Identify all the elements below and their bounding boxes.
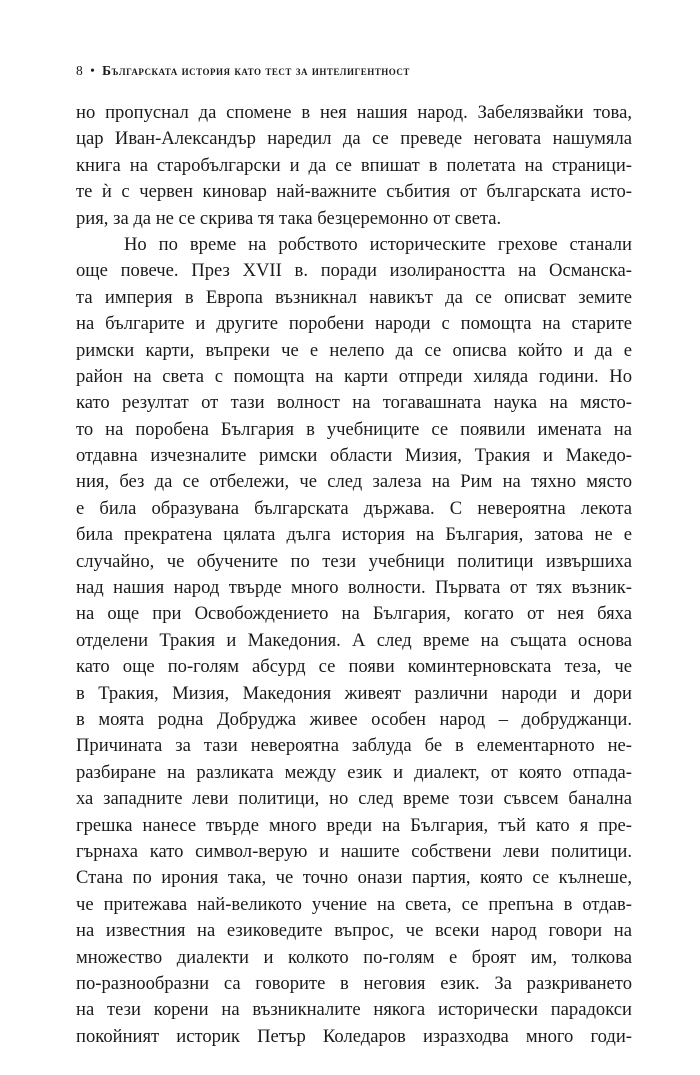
text-line: книга на старобългарски и да се впишат в полетата на страници- — [76, 154, 632, 176]
text-line: грешка нанесе твърде много вреди на България, тъй като я пре- — [76, 814, 632, 836]
text-line: покойният историк Петър Коледаров изразходва много годи- — [76, 1025, 632, 1047]
text-line: по-разнообразни са говорите в неговия език. За разкриването — [76, 972, 632, 994]
text-line: но пропуснал да спомене в нея нашия народ. Забелязвайки това, — [76, 102, 632, 123]
text-line: Стана по ирония така, че точно онази партия, която се кълнеше, — [76, 867, 632, 889]
text-line: та империя в Европа възникнал навикът да се описват земите — [76, 286, 632, 308]
text-line: ния, без да се отбележи, че след залеза на Рим на тяхно място — [76, 471, 632, 493]
text-line: отдавна изчезналите римски области Мизия, Тракия и Македо- — [76, 445, 632, 467]
page-number: 8 — [76, 63, 84, 78]
running-head — [76, 62, 636, 80]
text-line: е била образувана българската държава. С невероятна лекота — [76, 497, 632, 519]
text-line: над нашия народ твърде много волности. Първата от тях възник- — [76, 577, 632, 599]
text-line: била прекратена цялата дълга история на България, затова не е — [76, 524, 632, 546]
text-line: то на поробена България в учебниците се появили имената на — [76, 418, 632, 440]
text-line: на известния на езиковедите въпрос, че всеки народ говори на — [76, 920, 632, 942]
text-line: че притежава най-великото учение на света, се препъна в отдав- — [76, 893, 632, 915]
text-line: като още по-голям абсурд се появи коминтерновската теза, че — [76, 656, 632, 678]
text-line: на българите и другите поробени народи с помощта на старите — [76, 313, 632, 335]
text-line: още повече. През XVII в. поради изолираността на Османска- — [76, 260, 632, 282]
text-line: гърнаха като символ-верую и нашите собствени леви политици. — [76, 840, 632, 862]
text-line: отделени Тракия и Македония. А след време на същата основа — [76, 629, 632, 651]
text-line: ха западните леви политици, но след време този съвсем банална — [76, 788, 632, 810]
text-line: на още при Освобождението на България, когато от нея бяха — [76, 603, 632, 625]
text-line: в Тракия, Мизия, Македония живеят различни народи и дори — [76, 682, 632, 704]
text-line: Причината за тази невероятна заблуда бе в елементарното не- — [76, 735, 632, 757]
text-line: разбиране на разликата между език и диалект, от която отпада- — [76, 761, 632, 783]
running-head-title: Българската история като тест за интелигентност — [102, 63, 410, 78]
text-line: район на света с помощта на карти отпреди хиляда години. Но — [76, 365, 632, 387]
text-line: в моята родна Добруджа живее особен народ – добруджанци. — [76, 708, 632, 730]
text-line: рия, за да не се скрива тя така безцеремонно от света. — [76, 207, 502, 229]
header-separator: • — [90, 63, 96, 78]
text-line: като резултат от тази волност на тогавашната наука на място- — [76, 392, 632, 414]
text-line: римски карти, въпреки че е нелепо да се описва който и да е — [76, 339, 632, 361]
text-line: случайно, че обучените по тези учебници политици извършиха — [76, 550, 632, 572]
text-line: множество диалекти и колкото по-голям е броят им, толкова — [76, 946, 632, 968]
text-line: те ѝ с червен киновар най-важните събития от българската исто- — [76, 181, 632, 203]
text-line: цар Иван-Александър наредил да се преведе неговата нашумяла — [76, 128, 632, 150]
text-line: на тези корени на възникналите някога исторически парадокси — [76, 999, 632, 1021]
text-line: Но по време на робството историческите грехове станали — [124, 233, 632, 255]
body-text — [76, 100, 632, 1050]
